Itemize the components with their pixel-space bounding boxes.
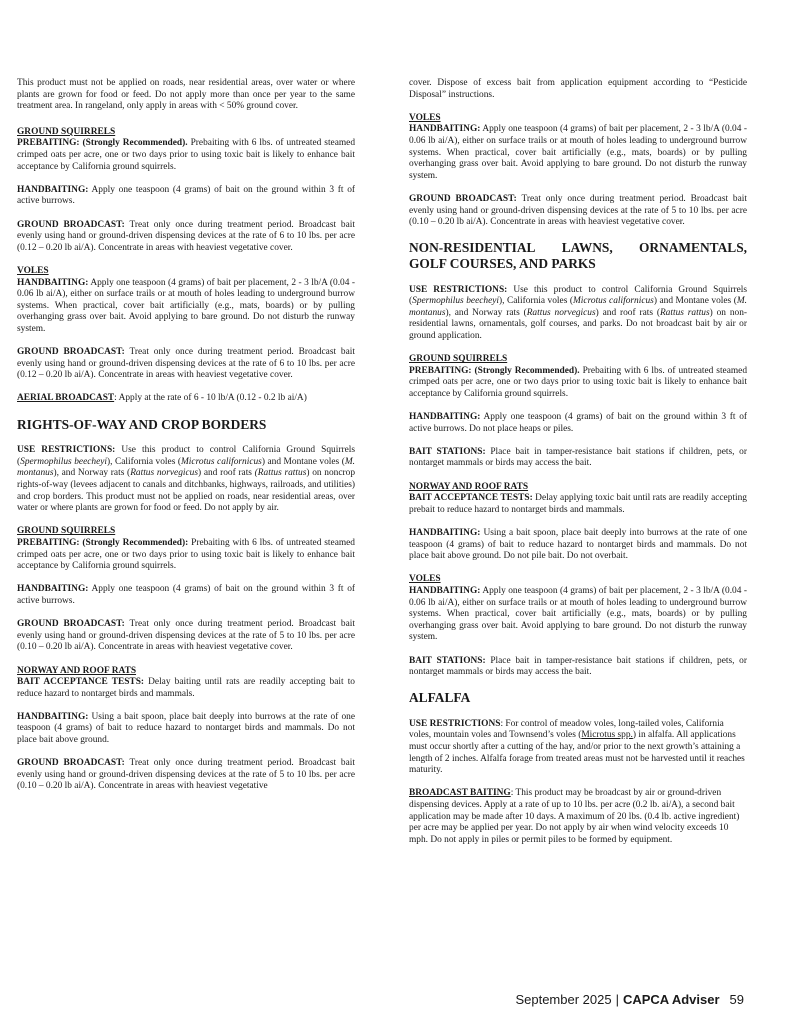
label-prebaiting: PREBAITING: (Strongly Recommended): xyxy=(17,537,189,548)
page-number: 59 xyxy=(729,992,744,1007)
ground-broadcast-text: Treat only once during treatment period. Broadcast bait evenly using hand or ground-driven dispensing devices at the rate of 5 to 10 lbs. per acre (0.10 – 0.20 lb ai/A). Concentrate in areas with heaviest vegetative cover. xyxy=(409,193,747,228)
label-aerial-broadcast: AERIAL BROADCAST xyxy=(17,393,115,404)
handbaiting-text: Apply one teaspoon (4 grams) of bait per placement, 2 - 3 lb/A (0.04 - 0.06 lb ai/A), either on surface trails or at mouth of holes leading to underground burrow systems. When practical, cover bait artificially (e.g., mats, boards) or by pulling overhanging grass over bait. Avoid applying to bare ground. Do not disturb the runway system. xyxy=(17,277,355,334)
subhead-norway-roof-rats: NORWAY AND ROOF RATS xyxy=(17,665,137,676)
ground-squirrels-section-1 xyxy=(17,127,355,173)
label-bait-stations: BAIT STATIONS: xyxy=(409,655,486,666)
species-name: Rattus norvegicus xyxy=(130,468,198,479)
continued-paragraph: cover. Dispose of excess bait from application equipment according to “Pesticide Disposal” instructions. xyxy=(409,78,747,100)
page-footer xyxy=(515,992,744,1007)
species-name: Microtus californicus xyxy=(573,296,654,307)
ground-broadcast-paragraph xyxy=(17,347,355,382)
label-bait-acceptance-tests: BAIT ACCEPTANCE TESTS: xyxy=(17,677,145,688)
ground-squirrels-section-3 xyxy=(409,354,747,400)
handbaiting-text: Using a bait spoon, place bait deeply into burrows at the rate of one teaspoon (4 grams) of bait to reduce hazard to nontarget birds and mammals. Do not place bait above ground. xyxy=(17,711,355,746)
subhead-voles: VOLES xyxy=(409,112,441,123)
species-name: M. montanus xyxy=(409,296,747,318)
label-handbaiting: HANDBAITING: xyxy=(17,584,89,595)
section-heading-non-residential: NON-RESIDENTIAL LAWNS, ORNAMENTALS, GOLF COURSES, AND PARKS xyxy=(409,240,747,271)
handbaiting-paragraph xyxy=(17,185,355,208)
species-name: Spermophilus beecheyi xyxy=(20,456,108,467)
magazine-name: CAPCA Adviser xyxy=(622,992,720,1007)
label-ground-broadcast: GROUND BROADCAST: xyxy=(17,219,125,230)
species-name: (Rattus rattus xyxy=(254,468,307,479)
ground-broadcast-paragraph xyxy=(17,758,355,793)
label-use-restrictions: USE RESTRICTIONS: xyxy=(17,445,116,456)
handbaiting-paragraph xyxy=(17,584,355,607)
handbaiting-text: Apply one teaspoon (4 grams) of bait per placement, 2 - 3 lb/A (0.04 - 0.06 lb ai/A), either on surface trails or at mouth of holes leading to underground burrow systems. When practical, cover bait artificially (e.g., mats, boards) or by pulling overhanging grass over bait. Avoid applying to bare ground. Do not disturb the runway system. xyxy=(409,124,747,181)
voles-section-3 xyxy=(409,574,747,644)
label-handbaiting: HANDBAITING: xyxy=(17,184,89,195)
bait-stations-text: Place bait in tamper-resistance bait stations if children, pets, or nontarget mammals or birds may access the bait. xyxy=(409,446,747,469)
prebaiting-text: Prebaiting with 6 lbs. of untreated steamed crimped oats per acre, one or two days prior to using toxic bait is likely to enhance bait acceptance by California ground squirrels. xyxy=(409,365,748,399)
label-use-restrictions: USE RESTRICTIONS: xyxy=(409,284,508,295)
prebaiting-text: Prebaiting with 6 lbs. of untreated steamed crimped oats per acre, one or two days prior to using toxic bait is likely to enhance bait acceptance by California ground squirrels. xyxy=(17,138,356,172)
broadcast-baiting-text: : This product may be broadcast by air or ground-driven dispensing devices. Apply at a rate of up to 10 lbs. per acre (0.2 lb. ai/A), a second bait application may be made after 10 days. A maximum of 20 lbs. (0.4 lb. active ingredient) per acre may be applied per year. Do not apply by air when wind velocity exceeds 10 mph. Do not apply in piles or permit piles to be formed by equipment. xyxy=(409,788,740,845)
label-handbaiting: HANDBAITING: xyxy=(409,527,481,538)
label-prebaiting: PREBAITING: (Strongly Recommended). xyxy=(409,365,580,376)
issue-date: September 2025 xyxy=(515,992,612,1007)
ground-broadcast-paragraph xyxy=(17,619,355,654)
ground-squirrels-section-2 xyxy=(17,526,355,572)
norway-roof-rats-section-2 xyxy=(409,482,747,517)
aerial-broadcast-paragraph xyxy=(17,393,355,405)
genus-name: Microtus spp. xyxy=(581,730,633,741)
bait-acceptance-text: Delay baiting until rats are readily accepting bait to reduce hazard to nontarget birds and mammals. xyxy=(17,677,355,699)
right-column xyxy=(409,78,747,858)
subhead-ground-squirrels: GROUND SQUIRRELS xyxy=(17,526,116,537)
left-column xyxy=(17,78,355,805)
label-ground-broadcast: GROUND BROADCAST: xyxy=(17,758,125,769)
label-handbaiting: HANDBAITING: xyxy=(17,711,89,722)
species-name: Microtus californicus xyxy=(181,456,262,467)
ground-broadcast-paragraph xyxy=(409,194,747,229)
handbaiting-text: Apply one teaspoon (4 grams) of bait on the ground within 3 ft of active burrows. xyxy=(17,184,355,207)
alfalfa-use-restrictions-paragraph: USE RESTRICTIONS: For control of meadow voles, long-tailed voles, California voles, mountain voles and Townsend’s voles (Microtus spp.) in alfalfa. All applications must occur shortly after a cutting of the hay, and/or prior to the next growth’s attaining a length of 2 inches. Alfalfa forage from treated areas must not be harvested until it reaches maturity. xyxy=(409,718,745,776)
subhead-norway-roof-rats: NORWAY AND ROOF RATS xyxy=(409,481,529,492)
species-name: Spermophilus beecheyi xyxy=(412,296,500,307)
footer-separator: | xyxy=(615,992,619,1007)
subhead-ground-squirrels: GROUND SQUIRRELS xyxy=(17,126,116,137)
label-handbaiting: HANDBAITING: xyxy=(409,412,481,423)
bait-stations-text: Place bait in tamper-resistance bait stations if children, pets, or nontarget mammals or birds may access the bait. xyxy=(409,655,747,678)
bait-stations-paragraph xyxy=(409,656,747,679)
subhead-ground-squirrels: GROUND SQUIRRELS xyxy=(409,354,508,365)
ground-broadcast-paragraph xyxy=(17,220,355,255)
section-heading-rights-of-way: RIGHTS-OF-WAY AND CROP BORDERS xyxy=(17,416,267,432)
handbaiting-text: Apply one teaspoon (4 grams) of bait on the ground within 3 ft of active burrows. xyxy=(17,584,355,606)
ground-broadcast-text: Treat only once during treatment period. Broadcast bait evenly using hand or ground-driven dispensing devices at the rate of 6 to 10 lbs. per acre (0.12 – 0.20 lb ai/A). Concentrate in areas with heaviest vegetative cover. xyxy=(17,219,355,253)
label-ground-broadcast: GROUND BROADCAST: xyxy=(17,347,125,358)
label-ground-broadcast: GROUND BROADCAST: xyxy=(409,193,517,204)
voles-section-2 xyxy=(409,113,747,183)
label-broadcast-baiting: BROADCAST BAITING xyxy=(409,788,511,799)
subhead-voles: VOLES xyxy=(409,574,441,585)
label-prebaiting: PREBAITING: (Strongly Recommended). xyxy=(17,138,188,149)
voles-section-1 xyxy=(17,266,355,336)
handbaiting-text: Apply one teaspoon (4 grams) of bait per placement, 2 - 3 lb/A (0.04 - 0.06 lb ai/A), either on surface trails or at mouth of holes leading to underground burrow systems. When practical, cover bait artificially (e.g., mats, boards) or by pulling overhanging grass over bait. Avoid applying to bare ground. Do not disturb the runway system. xyxy=(409,585,747,643)
norway-roof-rats-section-1 xyxy=(17,666,355,701)
label-handbaiting: HANDBAITING: xyxy=(17,277,89,288)
label-use-restrictions: USE RESTRICTIONS xyxy=(409,718,501,729)
handbaiting-paragraph xyxy=(17,712,355,747)
use-restrictions-paragraph: USE RESTRICTIONS: Use this product to control California Ground Squirrels (Spermophilus beecheyi), California voles (Microtus californicus) and Montane voles (M. montanus), and Norway rats (Rattus norvegicus) and roof rats (Rattus rattus) on non-residential lawns, ornamentals, golf courses, and parks. Do not broadcast bait by air or ground application. xyxy=(409,284,748,341)
bait-stations-paragraph xyxy=(409,447,747,470)
handbaiting-text: Apply one teaspoon (4 grams) of bait on the ground within 3 ft of active burrows. Do not place heaps or piles. xyxy=(409,412,747,434)
label-bait-acceptance-tests: BAIT ACCEPTANCE TESTS: xyxy=(409,493,533,504)
handbaiting-paragraph xyxy=(409,528,747,563)
bait-acceptance-text: Delay applying toxic bait until rats are readily accepting prebait to reduce hazard to nontarget birds and mammals. xyxy=(409,493,747,515)
label-handbaiting: HANDBAITING: xyxy=(409,585,481,596)
ground-broadcast-text: Treat only once during treatment period. Broadcast bait evenly using hand or ground-driven dispensing devices at the rate of 5 to 10 lbs. per acre (0.10 – 0.20 lb ai/A). Concentrate in areas with heaviest vegetative xyxy=(17,758,355,792)
section-heading-alfalfa: ALFALFA xyxy=(409,690,471,706)
species-name: Rattus rattus xyxy=(659,307,710,318)
use-restrictions-paragraph: USE RESTRICTIONS: Use this product to control California Ground Squirrels (Spermophilus beecheyi), California voles (Microtus californicus) and Montane voles (M. montanus), and Norway rats (Rattus norvegicus) and roof rats (Rattus rattus) on noncrop rights-of-way (levees adjacent to canals and ditchbanks, highways, railroads, and utilities) and crop borders. This product must not be applied on roads, near residential areas, over water or where plants are grown for food or feed. Do not apply by air. xyxy=(17,445,356,514)
handbaiting-text: Using a bait spoon, place bait deeply into burrows at the rate of one teaspoon (4 grams) of bait to reduce hazard to nontarget birds and mammals. Do not place bait above ground. Do not pile bait. Do not overbait. xyxy=(409,527,747,562)
species-name: M. montanus xyxy=(17,456,355,479)
intro-paragraph: This product must not be applied on roads, near residential areas, over water or where plants are grown for food or feed. Do not apply more than once per year to the same treatment area. In rangeland, only apply in areas with < 50% ground cover. xyxy=(17,78,355,112)
subhead-voles: VOLES xyxy=(17,265,49,276)
ground-broadcast-text: Treat only once during treatment period. Broadcast bait evenly using hand or ground-driven dispensing devices at the rate of 6 to 10 lbs. per acre (0.12 – 0.20 lb ai/A). Concentrate in areas with heaviest vegetative cover. xyxy=(17,347,355,381)
label-bait-stations: BAIT STATIONS: xyxy=(409,446,486,457)
aerial-broadcast-text: : Apply at the rate of 6 - 10 lb/A (0.12 - 0.2 lb ai/A) xyxy=(114,393,307,404)
species-name: Rattus norvegicus xyxy=(526,307,596,318)
prebaiting-text: Prebaiting with 6 lbs. of untreated steamed crimped oats per acre, one or two days prior to using toxic bait is likely to enhance bait acceptance by California ground squirrels. xyxy=(17,537,355,572)
broadcast-baiting-paragraph xyxy=(409,788,747,846)
ground-broadcast-text: Treat only once during treatment period. Broadcast bait evenly using hand or ground-driven dispensing devices at the rate of 5 to 10 lbs. per acre (0.10 – 0.20 lb ai/A). Concentrate in areas with heaviest vegetative cover. xyxy=(17,619,355,653)
label-ground-broadcast: GROUND BROADCAST: xyxy=(17,619,125,630)
label-handbaiting: HANDBAITING: xyxy=(409,124,481,135)
handbaiting-paragraph xyxy=(409,412,747,435)
